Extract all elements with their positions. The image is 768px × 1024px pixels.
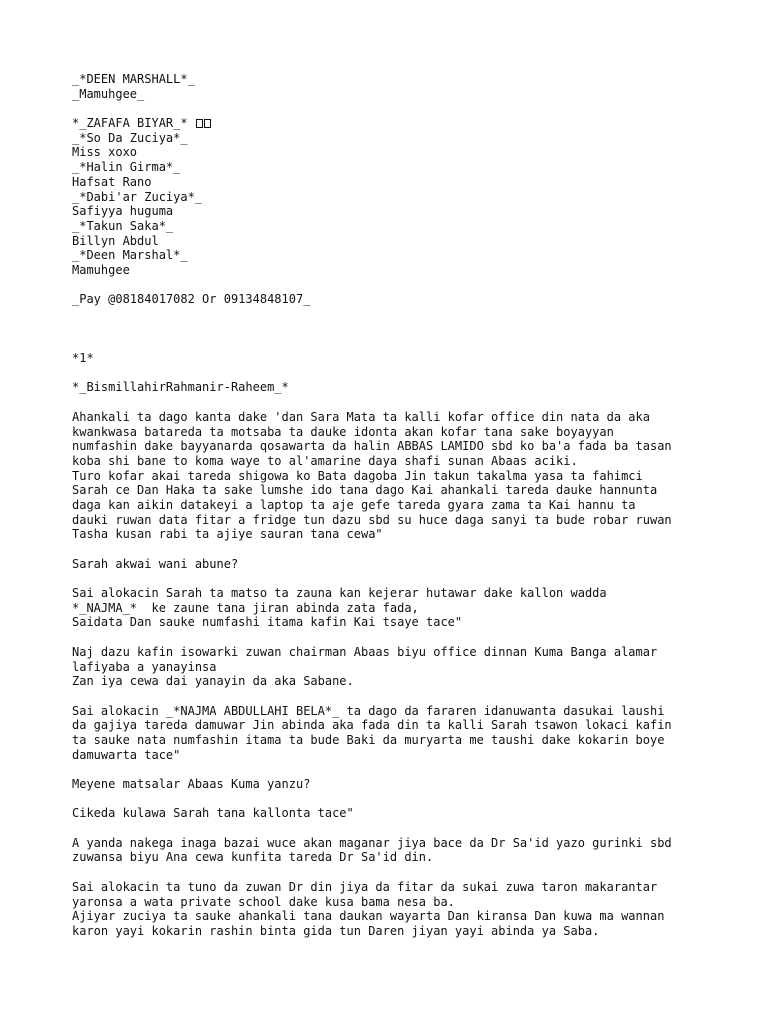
paragraph-line: yaronsa a wata private school dake kusa bama nesa ba. [72, 894, 455, 909]
story-paragraph [72, 410, 712, 542]
credits-block [72, 116, 712, 278]
paragraph-line: Saidata Dan sauke numfashi itama kafin Kai tsaye tace" [72, 615, 463, 630]
credits-line: _*Takun Saka*_ [72, 218, 174, 233]
story-paragraph [72, 557, 712, 572]
paragraph-line: Sai alokacin Sarah ta matso ta zauna kan kejerar hutawar dake kallon wadda [72, 586, 607, 601]
credits-title-text: *_ZAFAFA BIYAR_* [72, 116, 195, 131]
story-paragraph [72, 777, 712, 792]
paragraph-line: Meyene matsalar Abaas Kuma yanzu? [72, 777, 311, 792]
paragraph-line: Sai alokacin ta tuno da zuwan Dr din jiya da fitar da sukai zuwa taron makarantar [72, 879, 658, 894]
paragraph-line: Zan iya cewa dai yanayin da aka Sabane. [72, 674, 354, 689]
paragraph-line: A yanda nakega inaga bazai wuce akan maganar jiya bace da Dr Sa'id yazo gurinki sbd [72, 835, 672, 850]
paragraph-line: Cikeda kulawa Sarah tana kallonta tace" [72, 806, 354, 821]
paragraph-line: koba shi bane to koma waye to al'amarine daya shafi sunan Abaas aciki. [72, 453, 578, 468]
paragraph-line: Turo kofar akai tareda shigowa ko Bata dagoba Jin takun takalma yasa ta fahimci [72, 468, 643, 483]
author-block [72, 72, 712, 101]
credits-line: _*So Da Zuciya*_ [72, 130, 188, 145]
chapter-number: *1* [72, 351, 94, 366]
credits-line: Miss xoxo [72, 145, 138, 160]
paragraph-line: Sarah ce Dan Haka ta sake lumshe ido tana dago Kai ahankali tareda dauke hannunta [72, 483, 658, 498]
paragraph-line: ta sauke nata numfashin itama ta bude Baki da muryarta me taushi dake kokarin boye [72, 732, 665, 747]
story-paragraph [72, 880, 712, 939]
missing-glyph-icon [204, 119, 211, 128]
paragraph-line: damuwarta tace" [72, 747, 181, 762]
story-body [72, 410, 712, 939]
paragraph-line: Naj dazu kafin isowarki zuwan chairman Abaas biyu office dinnan Kuma Banga alamar [72, 644, 658, 659]
credits-line: Safiyya huguma [72, 204, 174, 219]
author-subtitle: _Mamuhgee_ [72, 86, 145, 101]
credits-line: Billyn Abdul [72, 233, 159, 248]
missing-glyph-icon [196, 119, 203, 128]
author-title: _*DEEN MARSHALL*_ [72, 72, 195, 86]
credits-line: Mamuhgee [72, 262, 130, 277]
chapter-block [72, 351, 712, 366]
credits-line: Hafsat Rano [72, 174, 152, 189]
paragraph-line: zuwansa biyu Ana cewa kunfita tareda Dr Sa'id din. [72, 850, 434, 865]
story-paragraph [72, 645, 712, 689]
paragraph-line: daga kan aikin datakeyi a laptop ta aje gefe tareda gyara zama ta Kai hannu ta [72, 497, 636, 512]
credits-title [72, 116, 712, 131]
paragraph-line: kwankwasa batareda ta motsaba ta dauke idonta akan kofar tana sake boyayyan [72, 424, 614, 439]
credits-line: _*Dabi'ar Zuciya*_ [72, 189, 203, 204]
paragraph-line: da gajiya tareda damuwar Jin abinda aka fada din ta kalli Sarah tsawon lokaci kafin [72, 718, 672, 733]
story-paragraph [72, 836, 712, 865]
paragraph-line: Ahankali ta dago kanta dake 'dan Sara Mata ta kalli kofar office din nata da aka [72, 409, 650, 424]
credits-list [72, 131, 712, 278]
paragraph-line: Ajiyar zuciya ta sauke ahankali tana daukan wayarta Dan kiransa Dan kuwa ma wannan [72, 909, 665, 924]
spacer [72, 322, 712, 351]
bismillah-line: *_BismillahirRahmanir-Raheem_* [72, 380, 289, 395]
bismillah-block [72, 380, 712, 395]
paragraph-line: dauki ruwan data fitar a fridge tun dazu sbd su huce daga sanyi ta bude robar ruwan [72, 512, 672, 527]
payment-line: _Pay @08184017082 Or 09134848107_ [72, 292, 311, 307]
payment-block [72, 292, 712, 307]
paragraph-line: *_NAJMA_* ke zaune tana jiran abinda zata fada, [72, 600, 419, 615]
paragraph-line: karon yayi kokarin rashin binta gida tun Daren jiyan yayi abinda ya Saba. [72, 923, 600, 938]
paragraph-line: numfashin dake bayyanarda qosawarta da halin ABBAS LAMIDO sbd ko ba'a fada ba tasan [72, 439, 672, 454]
credits-line: _*Deen Marshal*_ [72, 248, 188, 263]
paragraph-line: Sarah akwai wani abune? [72, 556, 239, 571]
paragraph-line: lafiyaba a yanayinsa [72, 659, 217, 674]
credits-line: _*Halin Girma*_ [72, 160, 181, 175]
paragraph-line: Tasha kusan rabi ta ajiye sauran tana cewa" [72, 527, 383, 542]
story-paragraph [72, 586, 712, 630]
story-paragraph [72, 806, 712, 821]
paragraph-line: Sai alokacin _*NAJMA ABDULLAHI BELA*_ ta dago da fararen idanuwanta dasukai laushi [72, 703, 665, 718]
story-paragraph [72, 704, 712, 763]
document-page [72, 72, 712, 953]
